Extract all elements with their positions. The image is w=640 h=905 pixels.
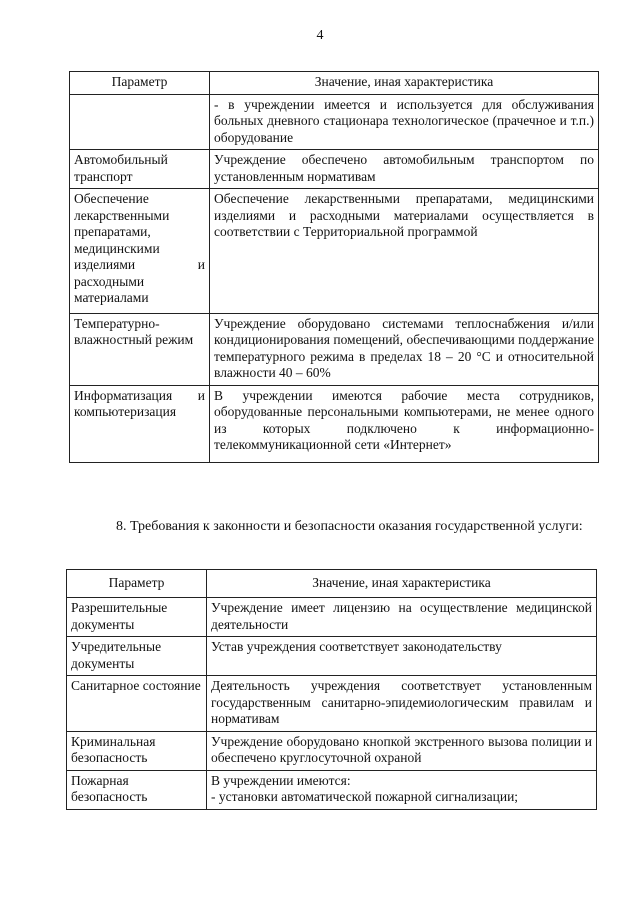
parameter-cell: Температурно-влажностный режим (70, 313, 210, 385)
value-cell: В учреждении имеются рабочие места сотрудников, оборудованные персональными компьютерами, не менее одного из которых подключено к информационно-телекоммуникационной сети «Интернет» (210, 385, 599, 462)
parameter-cell: Пожарная безопасность (67, 770, 207, 809)
parameter-cell: Санитарное состояние (67, 676, 207, 732)
parameter-cell: Обеспечение лекарственными препаратами, медицинскими изделиями и расходными материалами (70, 189, 210, 314)
facility-equipment-table (69, 71, 599, 463)
parameter-cell (70, 94, 210, 150)
value-cell: Учреждение имеет лицензию на осуществление медицинской деятельности (207, 598, 597, 637)
value-cell: Учреждение оборудовано системами теплоснабжения и/или кондиционирования помещений, обеспечивающими поддержание температурного режима в пределах 18 – 20 °С и относительной влажности 40 – 60% (210, 313, 599, 385)
parameter-cell: Автомобильный транспорт (70, 150, 210, 189)
table-row (70, 150, 599, 189)
parameter-cell: Криминальная безопасность (67, 731, 207, 770)
value-cell: Устав учреждения соответствует законодательству (207, 637, 597, 676)
page-number: 4 (316, 28, 324, 43)
table-row (67, 598, 597, 637)
table-row (67, 676, 597, 732)
legality-safety-table (66, 569, 597, 810)
value-line: В учреждении имеются: (211, 772, 351, 788)
value-cell: Деятельность учреждения соответствует установленным государственным санитарно-эпидемиологическим правилам и нормативам (207, 676, 597, 732)
column-header-value: Значение, иная характеристика (207, 570, 597, 598)
column-header-value: Значение, иная характеристика (210, 72, 599, 95)
value-line: - установки автоматической пожарной сигнализации; (211, 789, 519, 804)
value-cell (207, 770, 597, 809)
parameter-cell: Информатизация и компьютеризация (70, 385, 210, 462)
table-row (70, 313, 599, 385)
column-header-parameter: Параметр (67, 570, 207, 598)
value-cell: Учреждение обеспечено автомобильным транспортом по установленным нормативам (210, 150, 599, 189)
table-row (67, 770, 597, 809)
table-header-row (67, 570, 597, 598)
value-cell: Учреждение оборудовано кнопкой экстренного вызова полиции и обеспечено круглосуточной охраной (207, 731, 597, 770)
table-row (67, 637, 597, 676)
table-header-row (70, 72, 599, 95)
table-row (70, 385, 599, 462)
table-row (70, 189, 599, 314)
column-header-parameter: Параметр (70, 72, 210, 95)
section-8-heading: 8. Требования к законности и безопасности оказания государственной услуги: (116, 519, 583, 534)
table-row (70, 94, 599, 150)
value-cell: - в учреждении имеется и используется для обслуживания больных дневного стационара технологическое (прачечное и т.п.) оборудование (210, 94, 599, 150)
value-cell: Обеспечение лекарственными препаратами, медицинскими изделиями и расходными материалами осуществляется в соответствии с Территориальной программой (210, 189, 599, 314)
parameter-cell: Разрешительные документы (67, 598, 207, 637)
parameter-cell: Учредительные документы (67, 637, 207, 676)
table-row (67, 731, 597, 770)
